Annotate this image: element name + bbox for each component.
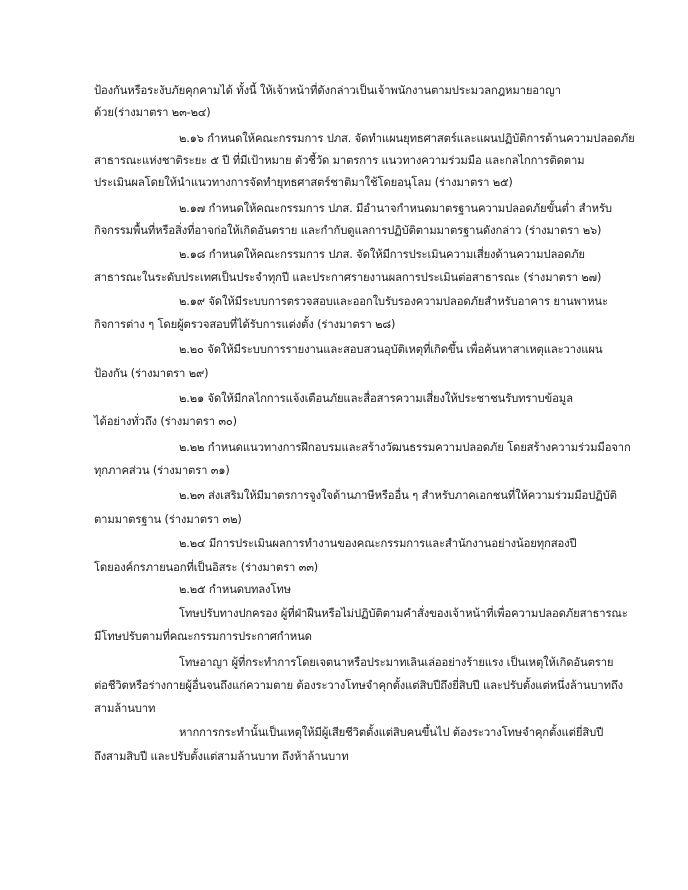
item-2-25-heading: ๒.๒๕ กำหนดบทลงโทษ: [179, 583, 291, 596]
item-2-16-line: ประเมินผลโดยให้นำแนวทางการจัดทำยุทธศาสตร์ชาติมาใช้โดยอนุโลม (ร่างมาตรา ๒๕): [94, 176, 513, 189]
aggravated-penalty-line: หากการกระทำนั้นเป็นเหตุให้มีผู้เสียชีวิตตั้งแต่สิบคนขึ้นไป ต้องระวางโทษจำคุกตั้งแต่ยี่สิบปี: [179, 726, 604, 739]
item-2-19-line: กิจการต่าง ๆ โดยผู้ตรวจสอบที่ได้รับการแต่งตั้ง (ร่างมาตรา ๒๘): [94, 318, 396, 331]
item-2-20-line: ป้องกัน (ร่างมาตรา ๒๙): [94, 367, 209, 380]
item-2-17-line: กิจกรรมพื้นที่หรือสิ่งที่อาจก่อให้เกิดอันตราย และกำกับดูแลการปฏิบัติตามมาตรฐานดังกล่าว (ร่างมาตรา ๒๖): [94, 224, 602, 237]
item-2-24-line: ๒.๒๔ มีการประเมินผลการทำงานของคณะกรรมการและสำนักงานอย่างน้อยทุกสองปี: [179, 537, 577, 550]
item-2-24-line: โดยองค์กรภายนอกที่เป็นอิสระ (ร่างมาตรา ๓๓): [94, 561, 319, 574]
item-2-20-line: ๒.๒๐ จัดให้มีระบบการรายงานและสอบสวนอุบัติเหตุที่เกิดขึ้น เพื่อค้นหาสาเหตุและวางแผน: [179, 343, 603, 356]
item-2-23-line: ๒.๒๓ ส่งเสริมให้มีมาตรการจูงใจด้านภาษีหรืออื่น ๆ สำหรับภาคเอกชนที่ให้ความร่วมมือปฏิบัติ: [179, 489, 617, 502]
item-2-23-line: ตามมาตรฐาน (ร่างมาตรา ๓๒): [94, 513, 242, 526]
intro-line: ด้วย(ร่างมาตรา ๒๓-๒๔): [94, 106, 211, 119]
criminal-penalty-line: ต่อชีวิตหรือร่างกายผู้อื่นจนถึงแก่ความตาย ต้องระวางโทษจำคุกตั้งแต่สิบปีถึงยี่สิบปี และปรับตั้งแต่หนึ่งล้านบาทถึง: [94, 679, 623, 692]
item-2-19-line: ๒.๑๙ จัดให้มีระบบการตรวจสอบและออกใบรับรองความปลอดภัยสำหรับอาคาร ยานพาหนะ: [179, 295, 608, 308]
item-2-22-line: ทุกภาคส่วน (ร่างมาตรา ๓๑): [94, 464, 230, 477]
item-2-16-line: สาธารณะแห่งชาติระยะ ๕ ปี ที่มีเป้าหมาย ตัวชี้วัด มาตรการ แนวทางความร่วมมือ และกลไกการติดตาม: [94, 154, 585, 167]
item-2-21-line: ๒.๒๑ จัดให้มีกลไกการแจ้งเตือนภัยและสื่อสารความเสี่ยงให้ประชาชนรับทราบข้อมูล: [179, 392, 573, 405]
admin-penalty-line: มีโทษปรับตามที่คณะกรรมการประกาศกำหนด: [94, 630, 312, 643]
intro-line: ป้องกันหรือระงับภัยคุกคามได้ ทั้งนี้ ให้เจ้าหน้าที่ดังกล่าวเป็นเจ้าพนักงานตามประมวลกฎหมายอาญา: [94, 84, 561, 97]
criminal-penalty-line: สามล้านบาท: [94, 702, 156, 715]
item-2-21-line: ได้อย่างทั่วถึง (ร่างมาตรา ๓๐): [94, 415, 237, 428]
item-2-16-line: ๒.๑๖ กำหนดให้คณะกรรมการ ปภส. จัดทำแผนยุทธศาสตร์และแผนปฏิบัติการด้านความปลอดภัย: [179, 132, 635, 145]
item-2-22-line: ๒.๒๒ กำหนดแนวทางการฝึกอบรมและสร้างวัฒนธรรมความปลอดภัย โดยสร้างความร่วมมือจาก: [179, 441, 631, 454]
admin-penalty-line: โทษปรับทางปกครอง ผู้ที่ฝ่าฝืนหรือไม่ปฏิบัติตามคำสั่งของเจ้าหน้าที่เพื่อความปลอดภัยสาธารณะ: [179, 607, 628, 620]
item-2-18-line: ๒.๑๘ กำหนดให้คณะกรรมการ ปภส. จัดให้มีการประเมินความเสี่ยงด้านความปลอดภัย: [179, 248, 585, 261]
aggravated-penalty-line: ถึงสามสิบปี และปรับตั้งแต่สามล้านบาท ถึงห้าล้านบาท: [94, 750, 349, 763]
item-2-18-line: สาธารณะในระดับประเทศเป็นประจำทุกปี และประกาศรายงานผลการประเมินต่อสาธารณะ (ร่างมาตรา ๒๗): [94, 271, 602, 284]
item-2-17-line: ๒.๑๗ กำหนดให้คณะกรรมการ ปภส. มีอำนาจกำหนดมาตรฐานความปลอดภัยขั้นต่ำ สำหรับ: [179, 202, 612, 215]
criminal-penalty-line: โทษอาญา ผู้ที่กระทำการโดยเจตนาหรือประมาทเลินเล่ออย่างร้ายแรง เป็นเหตุให้เกิดอันตราย: [179, 656, 614, 669]
